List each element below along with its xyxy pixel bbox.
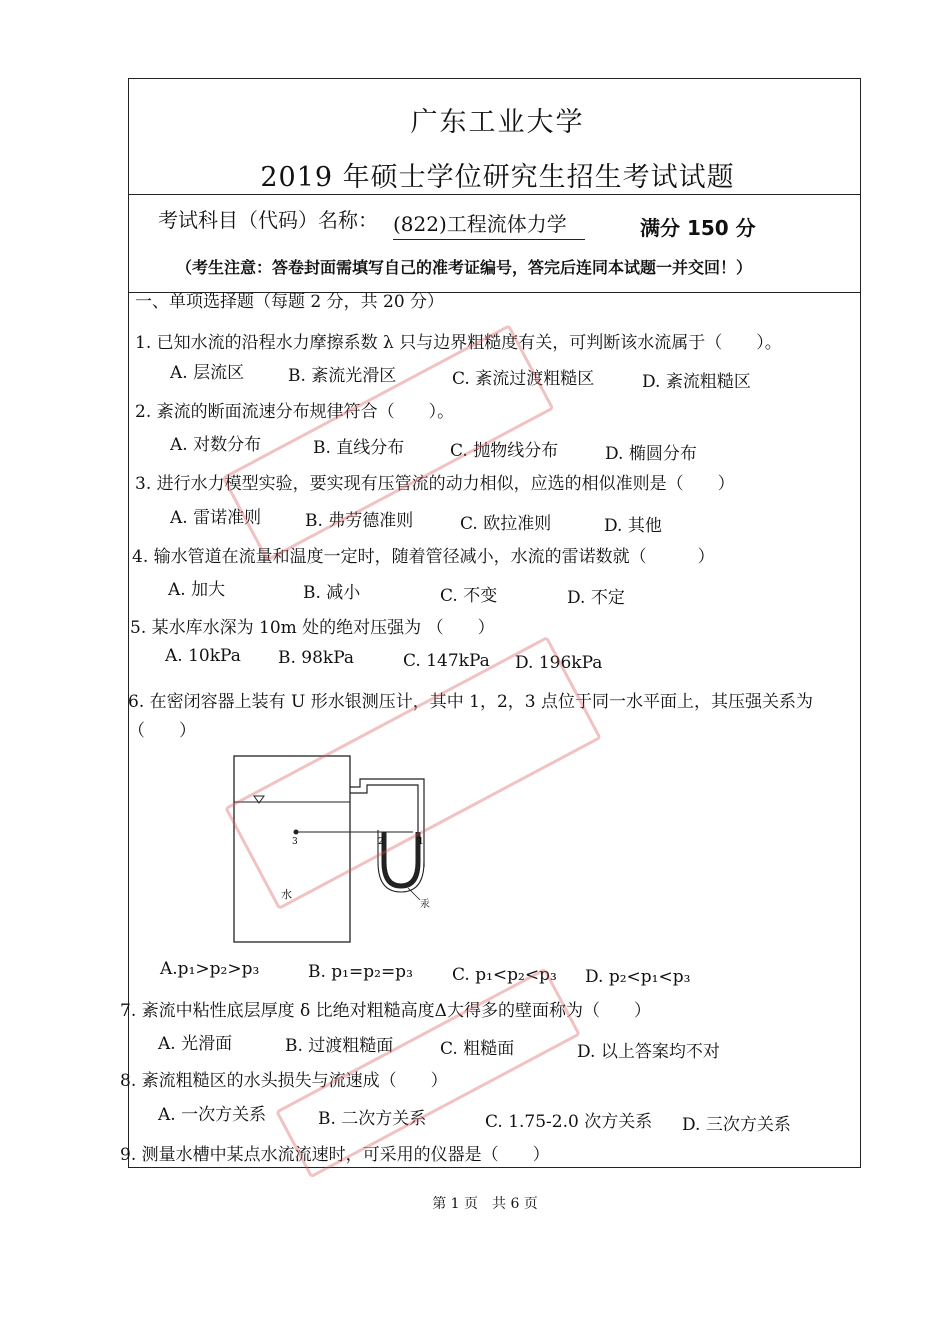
q3-option-a: A. 雷诺准则 (170, 508, 262, 528)
q1-option-a: A. 层流区 (170, 363, 245, 383)
subject-label: 考试科目（代码）名称： (158, 208, 378, 232)
question-8: 8. 紊流粗糙区的水头损失与流速成（ ） (120, 1071, 448, 1091)
page-footer: 第 1 页 共 6 页 (432, 1196, 538, 1212)
q7-option-a: A. 光滑面 (158, 1034, 233, 1054)
manometer-figure (228, 752, 438, 956)
question-5: 5. 某水库水深为 10m 处的绝对压强为 （ ） (130, 618, 495, 638)
point-2-label: 2 (378, 837, 384, 847)
point-3-label: 3 (292, 837, 298, 847)
q2-option-a: A. 对数分布 (170, 435, 262, 455)
q6-option-b: B. p₁=p₂=p₃ (308, 962, 413, 982)
mercury-label: 汞 (420, 899, 430, 910)
q1-option-b: B. 紊流光滑区 (288, 366, 397, 386)
q5-option-b: B. 98kPa (278, 648, 355, 668)
section-title: 一、单项选择题（每题 2 分，共 20 分） (135, 292, 445, 312)
u-tube-top-pipe (350, 779, 424, 867)
water-label: 水 (281, 888, 292, 901)
mercury-column (384, 832, 418, 886)
full-score: 满分 150 分 (640, 216, 756, 240)
q8-option-d: D. 三次方关系 (682, 1115, 791, 1135)
q5-option-d: D. 196kPa (515, 653, 603, 673)
q5-option-a: A. 10kPa (165, 646, 241, 666)
question-9: 9. 测量水槽中某点水流流速时，可采用的仪器是（ ） (120, 1145, 550, 1165)
question-1: 1. 已知水流的沿程水力摩擦系数 λ 只与边界粗糙度有关，可判断该水流属于（ ）。 (135, 333, 782, 353)
q3-option-b: B. 弗劳德准则 (305, 511, 414, 531)
q4-option-b: B. 减小 (303, 583, 361, 603)
point-1-label: 1 (418, 837, 424, 847)
university-name: 广东工业大学 (410, 107, 585, 138)
q6-option-a: A.p₁>p₂>p₃ (160, 959, 260, 979)
exam-title: 2019 年硕士学位研究生招生考试试题 (260, 162, 735, 193)
subject-name: (822)工程流体力学 (393, 208, 585, 240)
q1-option-d: D. 紊流粗糙区 (642, 372, 751, 392)
q2-option-d: D. 椭圆分布 (605, 444, 697, 464)
exam-notice: （考生注意：答卷封面需填写自己的准考证编号，答完后连同本试题一并交回！） (176, 258, 753, 277)
closed-container (234, 756, 350, 942)
q3-option-d: D. 其他 (604, 516, 662, 536)
q3-option-c: C. 欧拉准则 (460, 514, 552, 534)
q1-option-c: C. 紊流过渡粗糙区 (452, 369, 595, 389)
question-6: 6. 在密闭容器上装有 U 形水银测压计，其中 1，2，3 点位于同一水平面上，其压强关系为 (128, 692, 814, 712)
q4-option-d: D. 不定 (567, 588, 625, 608)
q7-option-b: B. 过渡粗糙面 (285, 1036, 394, 1056)
q4-option-c: C. 不变 (440, 586, 498, 606)
header-divider-1 (128, 194, 861, 195)
q8-option-a: A. 一次方关系 (158, 1105, 267, 1125)
point-3-dot (294, 830, 299, 835)
q2-option-c: C. 抛物线分布 (450, 441, 559, 461)
q6-option-c: C. p₁<p₂<p₃ (452, 965, 557, 985)
q5-option-c: C. 147kPa (403, 651, 490, 671)
q8-option-c: C. 1.75-2.0 次方关系 (485, 1112, 653, 1132)
question-4: 4. 输水管道在流量和温度一定时，随着管径减小，水流的雷诺数就（ ） (132, 547, 715, 567)
question-3: 3. 进行水力模型实验，要实现有压管流的动力相似，应选的相似准则是（ ） (135, 474, 735, 494)
q7-option-c: C. 粗糙面 (440, 1039, 515, 1059)
mercury-leader-line (408, 888, 420, 900)
q4-option-a: A. 加大 (168, 580, 226, 600)
q6-option-d: D. p₂<p₁<p₃ (585, 967, 691, 987)
question-6-blank: （ ） (128, 721, 196, 741)
q7-option-d: D. 以上答案均不对 (577, 1042, 720, 1062)
q2-option-b: B. 直线分布 (313, 438, 405, 458)
q8-option-b: B. 二次方关系 (318, 1109, 427, 1129)
question-2: 2. 紊流的断面流速分布规律符合（ ）。 (135, 402, 455, 422)
question-7: 7. 紊流中粘性底层厚度 δ 比绝对粗糙高度Δ大得多的壁面称为（ ） (120, 1001, 651, 1021)
